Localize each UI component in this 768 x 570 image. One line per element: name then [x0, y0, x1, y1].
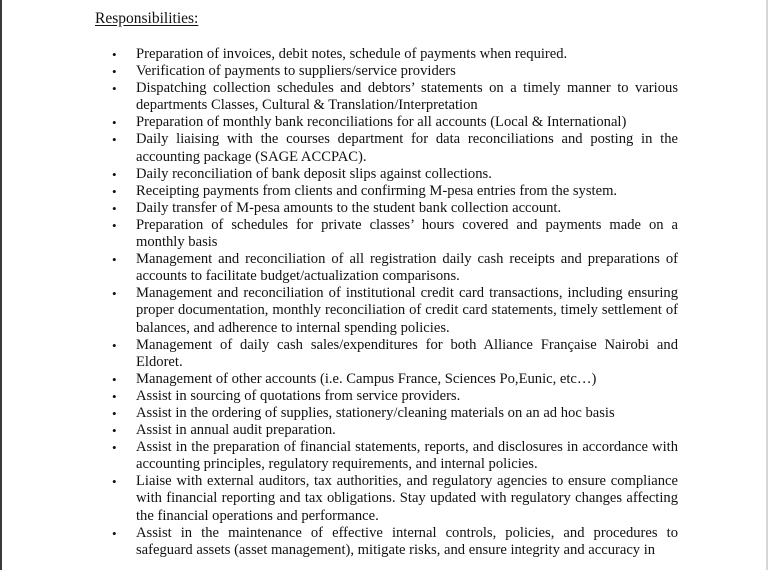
bullet-icon: •	[112, 217, 117, 233]
list-item-text: Management of daily cash sales/expenditures for both Alliance Française Nairobi and Eldoret.	[136, 336, 678, 370]
list-item	[112, 63, 678, 80]
list-item-text: Management and reconciliation of all registration daily cash receipts and preparations of accounts to facilitate budget/actualization comparisons.	[136, 251, 678, 285]
list-item-text: Daily liaising with the courses department for data reconciliations and posting in the accounting package (SAGE ACCPAC).	[136, 131, 678, 165]
bullet-icon: •	[112, 81, 117, 97]
list-item-text: Assist in the maintenance of effective internal controls, policies, and procedures to safeguard assets (asset management), mitigate risks, and ensure integrity and accuracy in	[136, 524, 678, 558]
list-item	[112, 80, 678, 114]
list-item-text: Management and reconciliation of institutional credit card transactions, including ensuring proper documentation, monthly reconciliation of credit card statements, timely settlement of balances, and adherence to internal spending policies.	[136, 285, 678, 336]
list-item-text: Verification of payments to suppliers/service providers	[136, 63, 456, 80]
bullet-icon: •	[112, 474, 117, 490]
list-item	[112, 371, 678, 388]
list-item-text: Preparation of invoices, debit notes, schedule of payments when required.	[136, 46, 568, 62]
list-item	[112, 337, 678, 371]
bullet-icon: •	[112, 115, 117, 131]
bullet-icon: •	[112, 252, 117, 268]
list-item	[112, 131, 678, 165]
list-item	[112, 525, 678, 559]
list-item	[112, 422, 678, 439]
bullet-icon: •	[112, 405, 117, 421]
list-item-text: Daily transfer of M-pesa amounts to the student bank collection account.	[136, 199, 562, 216]
list-item	[112, 114, 678, 131]
list-item	[112, 285, 678, 336]
list-item	[112, 473, 678, 524]
list-item-text: Assist in the ordering of supplies, stationery/cleaning materials on an ad hoc basis	[136, 404, 615, 421]
list-item	[112, 166, 678, 183]
list-item-text: Daily reconciliation of bank deposit slips against collections.	[136, 165, 492, 182]
list-item	[112, 439, 678, 473]
list-item-text: Assist in sourcing of quotations from service providers.	[136, 387, 461, 404]
bullet-icon: •	[112, 388, 117, 404]
bullet-icon: •	[112, 337, 117, 353]
list-item-text: Preparation of schedules for private classes’ hours covered and payments made on a monthly basis	[136, 216, 678, 251]
bullet-icon: •	[112, 132, 117, 148]
section-heading: Responsibilities:	[95, 10, 199, 27]
list-item	[112, 46, 678, 63]
bullet-icon: •	[112, 286, 117, 302]
bullet-icon: •	[112, 440, 117, 456]
list-item	[112, 200, 678, 217]
list-item-text: Assist in the preparation of financial statements, reports, and disclosures in accordance with accounting principles, regulatory requirements, and internal policies.	[136, 439, 678, 473]
bullet-icon: •	[112, 183, 117, 199]
list-item	[112, 183, 678, 200]
bullet-icon: •	[112, 166, 117, 182]
list-item-text: Management of other accounts (i.e. Campus France, Sciences Po,Eunic, etc…)	[136, 370, 597, 387]
list-item	[112, 405, 678, 422]
list-item	[112, 217, 678, 251]
bullet-icon: •	[112, 525, 117, 541]
list-item	[112, 251, 678, 285]
bullet-icon: •	[112, 200, 117, 216]
list-item-text: Assist in annual audit preparation.	[136, 422, 336, 439]
list-item-text: Dispatching collection schedules and debtors’ statements on a timely manner to various departments Classes, Cultural & Translation/Interpretation	[136, 80, 678, 114]
bullet-icon: •	[112, 371, 117, 387]
list-item	[112, 388, 678, 405]
bullet-icon: •	[112, 47, 117, 62]
list-item-text: Preparation of monthly bank reconciliations for all accounts (Local & International)	[136, 114, 627, 131]
bullet-icon: •	[112, 423, 117, 439]
responsibilities-list	[112, 46, 678, 559]
list-item-text: Liaise with external auditors, tax authorities, and regulatory agencies to ensure compliance with financial reporting and tax obligations. Stay updated with regulatory changes affecting the financial operations and performance.	[136, 473, 678, 524]
bullet-icon: •	[112, 64, 117, 80]
list-item-text: Receipting payments from clients and confirming M-pesa entries from the system.	[136, 182, 618, 199]
